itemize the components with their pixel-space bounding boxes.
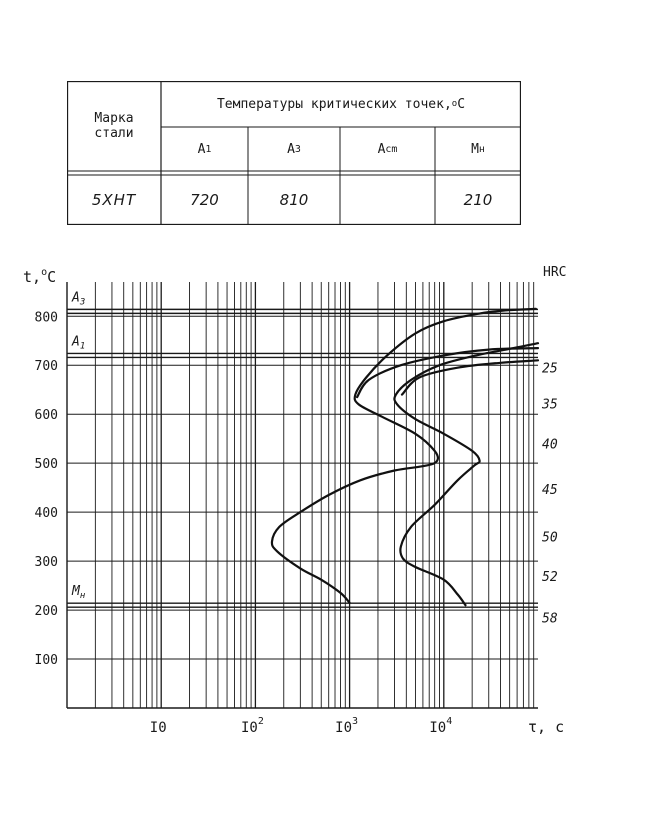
x-tick-label: I0 [149,720,167,736]
axis-labels [23,265,566,736]
x-tick-exponent: 2 [257,716,264,727]
a3-value: 810 [279,190,309,209]
hrc-value-label: 35 [542,397,558,413]
hrc-axis-label: HRC [543,265,567,280]
a1-value: 720 [190,190,219,209]
transformation-curve [394,343,538,605]
hrc-value-label: 58 [542,611,558,627]
column-header-a3 [248,127,340,171]
y-tick-label: I00 [34,653,58,669]
y-tick-label: 700 [34,359,58,375]
column-header-sub: cm [385,143,398,155]
chart-grid [67,282,538,708]
y-tick-label: 300 [34,555,58,571]
critical-line-label: $M_н$ [72,584,86,602]
column-header-base: A [197,141,206,157]
x-axis-title: τ, c [528,718,565,736]
column-header-base: A [287,141,295,157]
y-tick-label: 200 [34,604,58,620]
critical-line-label: $A_1$ [72,334,86,352]
column-header-sub: н [478,143,485,155]
y-axis-title: t,$^o$C [23,267,57,286]
critical-line-label-sub: 1 [79,341,86,352]
critical-line-label: $A_3$ [72,290,86,308]
hrc-value-label: 40 [542,437,558,453]
y-tick-label: 400 [34,506,58,522]
hrc-value-label: 52 [542,569,558,585]
hrc-value-label: 45 [542,483,558,499]
y-tick-label: 800 [34,310,58,326]
column-header-sub: 3 [294,143,301,155]
critical-points-table [67,81,521,225]
mn-value: 210 [463,190,493,209]
acm-value [340,175,435,225]
column-header-a1 [161,127,248,171]
transformation-curve [357,348,538,397]
x-tick-exponent: 3 [352,716,359,727]
y-axis-title-degree: o [41,267,48,278]
column-header-acm [340,127,435,171]
column-header-sub: 1 [205,143,212,155]
critical-line-label-sub: 3 [79,297,86,308]
critical-line-label-sub: н [79,591,86,602]
column-header-base: A [377,141,386,157]
critical-temperatures-header [161,81,521,127]
x-tick-exponent: 4 [446,716,453,727]
critical-lines [67,309,538,607]
x-tick-label: $I0^3$ [335,716,359,736]
critical-temperatures-text: Температуры критических точек, [216,96,452,112]
column-header-base: M [471,141,479,157]
temperature-unit: C [457,96,466,112]
y-axis-title-unit: C [47,268,57,286]
y-tick-label: 500 [34,457,58,473]
hrc-value-label: 50 [542,530,558,546]
steel-grade-header: Марка стали [94,111,134,141]
x-tick-label: $I0^4$ [429,716,453,736]
degree-mark: o [451,98,458,109]
hrc-value-label: 25 [542,361,558,377]
column-header-mn [435,127,521,171]
y-tick-label: 600 [34,408,58,424]
x-tick-label: $I0^2$ [240,716,264,736]
ttt-diagram [0,250,647,750]
steel-grade-value: 5XHT [91,190,137,209]
